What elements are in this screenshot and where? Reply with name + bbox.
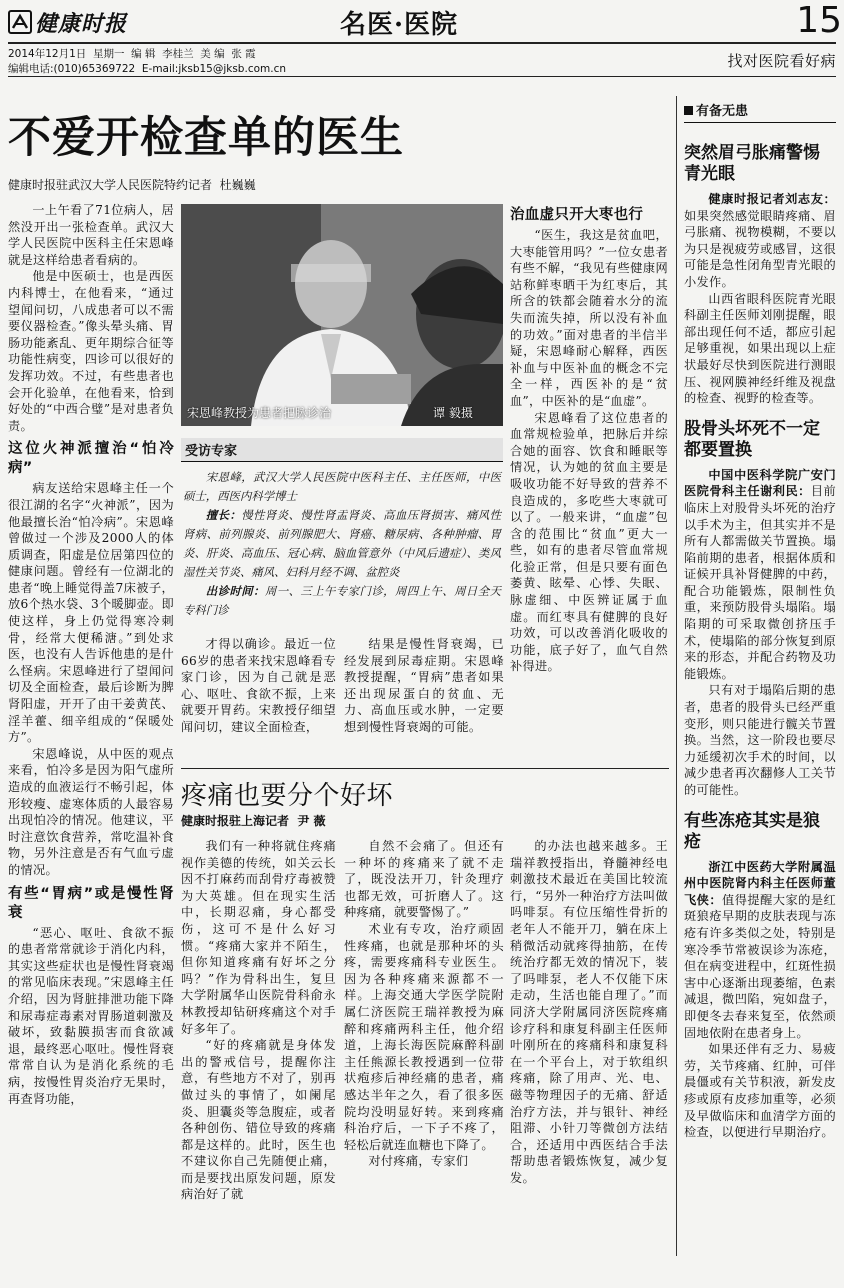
section-title: 名医·医院: [340, 10, 459, 40]
second-column-1: [181, 838, 336, 1258]
page-number: 15: [796, 0, 842, 41]
expert-intro: 宋恩峰，武汉大学人民医院中医科主任、主任医师，中医硕士，西医内科学博士: [183, 470, 501, 503]
expert-clinic-label: 出诊时间：: [205, 584, 265, 598]
main-paragraph: 病友送给宋恩峰主任一个很江湖的名字“火神派”，因为他最擅长治“怕冷病”。宋恩峰曾做过一个涉及2000人的体质调查，阳虚是位居第四位的健康问题。曾经有一位湖北的患者“晚上睡觉得盖7床被子，放6个热水袋、3个暖脚壶。即使这样，身上仍觉得寒冷刺骨，经常大便稀溏。”到处求医，也没有人告诉他患的是什么怪病。宋恩峰进行了望闻问切及全面检查，最后诊断为脾肾阳虚，开开了由干姜黄芪、淫羊藿、细辛组成的“保暖处方”。: [8, 481, 174, 745]
second-byline: 健康时报驻上海记者 尹 薇: [181, 814, 326, 828]
expert-box: [181, 438, 503, 628]
square-bullet-icon: [684, 106, 693, 115]
expert-box-title: 受访专家: [181, 438, 503, 462]
second-paragraph: 自然不会痛了。但还有一种坏的疼痛来了就不走了，既没法开刀，针灸理疗也都无效，可折磨人了。这种疼痛，就要警惕了。”: [344, 839, 504, 920]
second-paragraph: 我们有一种将就住疼痛视作美德的传统，如关云长因不打麻药而刮骨疗毒被赞为大英雄。但在现实生活中，长期忍痛，身心都受伤，这可不是什么好习惯。“疼痛大家并不陌生，但你知道疼痛有好坏之分吗？”作为骨科出生，复旦大学附属华山医院骨科俞永林教授却钻研疼痛这个对手好多年了。: [181, 839, 336, 1036]
main-paragraph: 一上午看了71位病人，居然没开出一张检查单。武汉大学人民医院中医科主任宋恩峰就是这样给患者看病的。: [8, 203, 174, 267]
main-byline: 健康时报驻武汉大学人民医院特约记者 杜巍巍: [8, 178, 256, 192]
expert-specialty-label: 擅长：: [205, 508, 242, 522]
masthead: [0, 0, 844, 78]
main-column-1: [8, 202, 174, 1252]
main-paragraph: “医生，我这是贫血吧，大枣能管用吗？”一位女患者有些不解，“我见有些健康网站称鲜枣晒干为红枣后，其所含的铁都会随着水分的流失而流失掉，所以没有补血的功效。”面对患者的半信半疑，宋恩峰耐心解释，西医补血与中医补血的概念不完全一样，西医补的是“贫血”，中医补的是“血虚”。: [510, 228, 668, 408]
main-column-3: [344, 636, 504, 760]
sidebar-story-lupus: 浙江中医药大学附属温州中医院肾内科主任医师董飞侠：值得提醒大家的是红斑狼疮早期的皮肤表现与冻疮有许多类似之处，特别是寒冷季节常被误诊为冻疮，但在病变进程中，红斑性损害中心逐渐出现萎缩，色素减退，微凹陷，宛如盘子，即便冬去春来复至，依然顽固地依附在患者身上。 如果还伴有乏力、易疲劳，关节疼痛、红肿，可伴晨僵或有关节积液，新发皮疹或原有皮疹加重等，必须及早做临床和血清学方面的检查，以便进行早期治疗。: [684, 859, 836, 1140]
subheading-stomach: 有些“胃病”或是慢性肾衰: [8, 885, 174, 921]
sidebar-byline: 中国中医科学院广安门医院骨科主任谢利民：: [684, 467, 836, 499]
second-paragraph: 的办法也越来越多。王瑞祥教授指出，脊髓神经电刺激技术最近在美国比较流行，“另外一种治疗方法叫做吗啡泵。有位压缩性骨折的老年人不能开刀，躺在床上稍微活动就疼得抽筋，在传统治疗都无效的情况下，装了吗啡泵，老人不仅能下床走动，生活也能自理了。”而同济大学附属同济医院疼痛诊疗科和康复科副主任医师叶刚所在的疼痛科和康复科在一个平台上，对于软组织疼痛，除了用声、光、电、磁等物理因子的无痛、舒适治疗方法，并与银针、神经阻滞、小针刀等微创方法结合，还适用中西医结合手法帮助患者锻炼恢复，减少复发。: [510, 839, 668, 1185]
second-headline: 疼痛也要分个好坏: [181, 781, 394, 811]
second-column-3: [510, 838, 668, 1258]
subheading-blood: 治血虚只开大枣也行: [510, 207, 644, 223]
subheading-fire-god: 这位火神派擅治“怕冷病”: [8, 441, 174, 477]
main-paragraph: 他是中医硕士，也是西医内科博士，在他看来，“通过望闻问切，八成患者可以不需要仪器检查。”像头晕头痛、胃肠功能紊乱、更年期综合征等功能性病变，四诊可以很好的发挥功效。不过，有些患者也会开化验单，在他看来，恰到好处的“中西合璧”是对患者负责。: [8, 269, 174, 433]
main-column-2: [181, 636, 336, 760]
masthead-rule: [8, 42, 836, 44]
main-paragraph: 结果是慢性肾衰竭，已经发展到尿毒症期。宋恩峰教授提醒，“胃病”患者如果还出现尿蛋白的贫血、无力、高血压或水肿，一定要想到慢性肾衰竭的可能。: [344, 637, 504, 734]
photo-credit: 谭 毅摄: [433, 406, 473, 420]
expert-clinic-hours: 周一、三上午专家门诊，周四上午、周日全天专科门诊: [183, 584, 501, 617]
second-column-2: [344, 838, 504, 1258]
main-paragraph: 宋恩峰看了这位患者的血常规检验单，把脉后并综合她的面容、饮食和睡眠等情况，认为她的贫血主要是吸收功能不好导致的营养不良造成的，多吃些大枣就可以了。一般来讲，“血虚”包含的范围比“贫血”更大一些，如有的患者尽管血常规化验正常，但是只要有面色萎黄、眩晕、心悸、失眠、脉虚细、中医辨证属于血虚。而红枣具有健脾的良好功效，可以改善消化吸收的功能，底子好了，血气自然补得进。: [510, 410, 668, 674]
page-slogan: 找对医院看好病: [727, 52, 836, 70]
contact-info: 编辑电话:(010)65369722 E-mail:jksb15@jksb.com.cn: [8, 63, 287, 75]
sidebar-rule-left: [676, 96, 677, 1256]
photo-scene-icon: [181, 204, 503, 426]
main-paragraph: 才得以确诊。最近一位66岁的患者来找宋恩峰看专家门诊，因为自己就是恶心、呕吐、食欲不振，上来就要开胃药。宋教授仔细望闻问切，建议全面检查，: [181, 637, 336, 734]
article-divider: [181, 768, 669, 769]
sidebar: [684, 100, 836, 1260]
expert-specialty: 慢性肾炎、慢性肾盂肾炎、高血压肾损害、痛风性肾病、前列腺炎、前列腺肥大、肾癌、糖尿病、各种肿瘤、胃炎、肝炎、高血压、冠心病、脑血管意外（中风后遗症）、类风湿性关节炎、痛风、妇科月经不调、盆腔炎: [183, 508, 501, 579]
expert-box-body: [181, 462, 503, 620]
sidebar-column-label: 有备无患: [684, 100, 836, 123]
sidebar-title-lupus: 有些冻疮其实是狼疮: [684, 810, 820, 852]
issue-info: 2014年12月1日 星期一 编 辑 李桂兰 美 编 张 霞: [8, 48, 256, 60]
sidebar-title-femoral: 股骨头坏死不一定都要置换: [684, 418, 820, 460]
logo-mark-icon: [8, 10, 32, 34]
sidebar-title-glaucoma: 突然眉弓胀痛警惕青光眼: [684, 143, 820, 184]
newspaper-logo: 健康时报: [8, 6, 138, 38]
second-paragraph: “好的疼痛就是身体发出的警戒信号，提醒你注意，有些地方不对了，别再做过头的事情了，如阑尾炎、胆囊炎等急腹症，或者各种创伤、错位导致的疼痛都是这样的。此时，医生也不建议你自己先随便止痛，而是要找出原发问题，原发病治好了就: [181, 1038, 336, 1202]
main-headline: 不爱开检查单的医生: [8, 113, 404, 163]
masthead-rule-bottom: [8, 76, 836, 77]
doctor-photo: [181, 204, 503, 426]
second-paragraph: 术业有专攻，治疗顽固性疼痛，也就是那种坏的头疼，需要疼痛科专业医生。因为各种疼痛来源都不一样。上海交通大学医学院附属仁济医院王瑞祥教授为麻醉和疼痛两科主任，他介绍道，上海长海医院麻醉科副主任熊源长教授遇到一位带状疱疹后神经痛的患者，痛感达半年之久，看了很多医院均没明显好转。来到疼痛科治疗后，一下子不疼了，轻松后就连血糖也下降了。: [344, 921, 504, 1152]
main-column-4: [510, 206, 668, 762]
second-paragraph: 对付疼痛，专家们: [368, 1154, 469, 1169]
sidebar-byline: 浙江中医药大学附属温州中医院肾内科主任医师董飞侠：: [684, 859, 836, 907]
sidebar-byline: 健康时报记者刘志友：: [708, 192, 836, 206]
main-paragraph: 宋恩峰说，从中医的观点来看，怕冷多是因为阳气虚所造成的血液运行不畅引起，体形较瘦、虚寒体质的人最容易出现怕冷的情况。他建议，平时注意饮食营养，常吃温补食物，另外注意是否有气血亏虚的情况。: [8, 746, 174, 877]
photo-caption: 宋恩峰教授为患者把脉诊治: [187, 406, 332, 420]
main-paragraph: “恶心、呕吐、食欲不振的患者常常就诊于消化内科，其实这些症状也是慢性肾衰竭的常见临床表现。”宋恩峰主任介绍，因为肾脏排泄功能下降和尿毒症毒素对胃肠道刺激及破坏，致黏膜损害而食欲减退，最终恶心呕吐。慢性肾衰常常自认为是消化系统的毛病，按慢性胃炎治疗无果时，再查肾功能，: [8, 925, 174, 1106]
sidebar-story-glaucoma: 健康时报记者刘志友：如果突然感觉眼睛疼痛、眉弓胀痛、视物模糊，不要以为只是视疲劳或感冒，这很可能是急性闭角型青光眼的小发作。 山西省眼科医院青光眼科副主任医师刘刚提醒，眼部出现任何不适，都应引起足够重视，如果出现以上症状最好尽快到医院进行测眼压、视网膜神经纤维及视盘的检查、视野的检查等。: [684, 192, 836, 406]
sidebar-story-femoral: 中国中医科学院广安门医院骨科主任谢利民：目前临床上对股骨头坏死的治疗以手术为主，但其实并不是所有人都需做关节置换。塌陷前期的患者，根据体质和证候开具补肾健脾的中药，配合功能锻炼，限制性负重，来预防股骨头塌陷。塌陷期的可采取微创挤压手术，使塌陷的部分恢复到原来的形态，并配合药物及功能锻炼。 只有对于塌陷后期的患者，患者的股骨头已经严重变形，则只能进行髋关节置换。当然，这一阶段也要尽力延缓初次手术的时间，以减少患者再次翻修人工关节的可能性。: [684, 467, 836, 797]
